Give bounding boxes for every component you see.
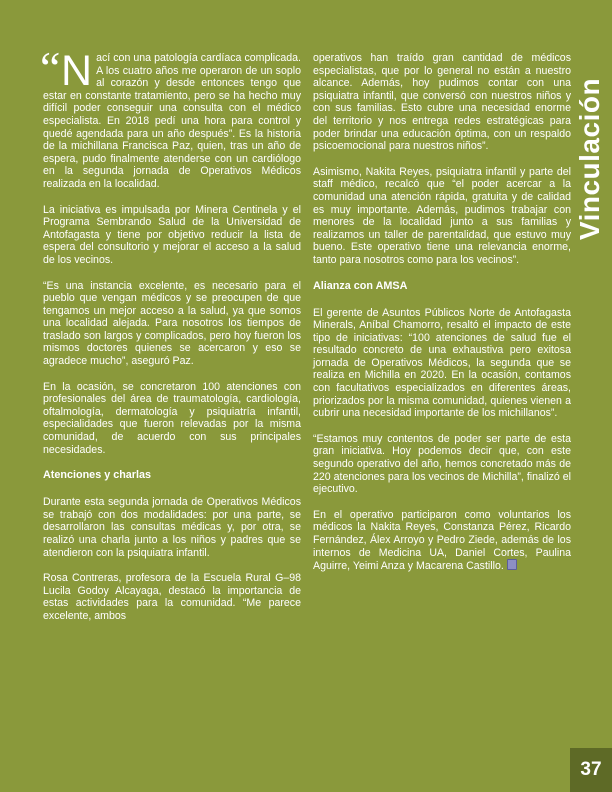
- opening-paragraph-wrap: [40, 42, 301, 191]
- subheading-atenciones: Atenciones y charlas: [43, 469, 152, 482]
- left-column: [40, 42, 301, 636]
- volunteers-text: En el operativo participaron como voluntarios los médicos la Nakita Reyes, Constanza Pérez, Ricardo Fernández, Álex Arroyo y Pedro Ziede, además de los internos de Medicina UA, Daniel Cortes, Paulina Aguirre, Yeimi Anza y Macarena Castillo.: [313, 508, 571, 573]
- section-title-vertical: [574, 56, 606, 261]
- paragraph-continuation: operativos han traído gran cantidad de médicos especialistas, que por lo general no están a nuestro alcance. Además, hoy pudimos contar con una psiquiatra infantil, que conversó con nuestros niños y con sus familias. Esto cubre una necesidad enorme del territorio y nos entrega redes estratégicas para poder brindar una educación óptima, con un respaldo psicoemocional para nuestros niños”.: [313, 52, 571, 153]
- paragraph-modalities: Durante esta segunda jornada de Operativos Médicos se trabajó con dos modalidades: por una parte, se desarrollaron las consultas médicas y, por otra, se realizó una charla junto a los niños y padres que se atendieron con la psiquiatra infantil.: [43, 496, 301, 559]
- opening-paragraph-text: ací con una patología cardíaca complicada. A los cuatro años me operaron de un soplo al corazón y desde entonces tengo que estar en constante tratamiento, pero se ha hecho muy difícil poder conseguir una consulta con el médico especialista. En 2018 pedí una hora para control y quedé agendada para un año después”. Es la historia de la michillana Francisca Paz, quien, tras un año de espera, pudo finalmente atenderse con un cardiólogo en la segunda jornada de Operativos Médicos realizada en la localidad.: [43, 52, 301, 190]
- section-title: Vinculación: [574, 77, 606, 240]
- subheading-alianza: Alianza con AMSA: [313, 279, 408, 292]
- paragraph-initiative: La iniciativa es impulsada por Minera Centinela y el Programa Sembrando Salud de la Universidad de Antofagasta y tiene por objetivo reducir la lista de espera del consultorio y mejorar el acceso a la salud de los vecinos.: [43, 203, 301, 266]
- paragraph-contreras: Rosa Contreras, profesora de la Escuela Rural G–98 Lucila Godoy Alcayaga, destacó la importancia de estas actividades para la comunidad. “Me parece excelente, ambos: [43, 572, 301, 622]
- paragraph-quote-paz: “Es una instancia excelente, es necesario para el pueblo que vengan médicos y se preocupen de que tengamos un mejor acceso a la salud, ya que somos una localidad alejada. Para nosotros los tiempos de traslado son largos y complicados, pero hoy fueron los mismos doctores quienes se acercaron y eso se agradece mucho”, aseguró Paz.: [43, 279, 301, 368]
- end-of-article-icon: [507, 559, 517, 570]
- paragraph-volunteers: [313, 509, 571, 573]
- paragraph-reyes: Asimismo, Nakita Reyes, psiquiatra infantil y parte del staff médico, recalcó que “el poder acercar a la comunidad una atención rápida, gratuita y de calidad es muy importante. Además, pudimos trabajar con menores de la localidad junto a sus familias y realizamos un taller de parentalidad, que estuvo muy bueno. Este operativo tiene una relevancia enorme, tanto para nosotros como para los vecinos”.: [313, 165, 571, 266]
- paragraph-chamorro: El gerente de Asuntos Públicos Norte de Antofagasta Minerals, Aníbal Chamorro, resaltó el impacto de este tipo de iniciativas: “100 atenciones de salud fue el resultado concreto de una exhaustiva pero exitosa jornada de Operativos Médicos, la segunda que se realiza en Michilla en 2020. En la ocasión, contamos con facultativos especializados en diferentes áreas, priorizados por la misma comunidad, quienes vienen a cubrir una necesidad importante de los michillanos”.: [313, 306, 571, 420]
- opening-paragraph: [43, 47, 301, 191]
- page-number: 37: [580, 759, 602, 780]
- right-column: [313, 52, 571, 586]
- opening-quote-mark: “: [40, 42, 61, 93]
- drop-cap: N: [61, 47, 93, 95]
- page-number-box: [570, 748, 612, 792]
- paragraph-attentions: En la ocasión, se concretaron 100 atenciones con profesionales del área de traumatología, cardiología, oftalmología, dermatología y psiquiatría infantil, especialidades que fueron relevadas por la misma comunidad, de acuerdo con sus principales necesidades.: [43, 380, 301, 456]
- paragraph-closing-quote: “Estamos muy contentos de poder ser parte de esta gran iniciativa. Hoy podemos decir que, con este segundo operativo del año, hemos concretado más de 220 atenciones para los vecinos de Michilla”, finalizó el ejecutivo.: [313, 432, 571, 496]
